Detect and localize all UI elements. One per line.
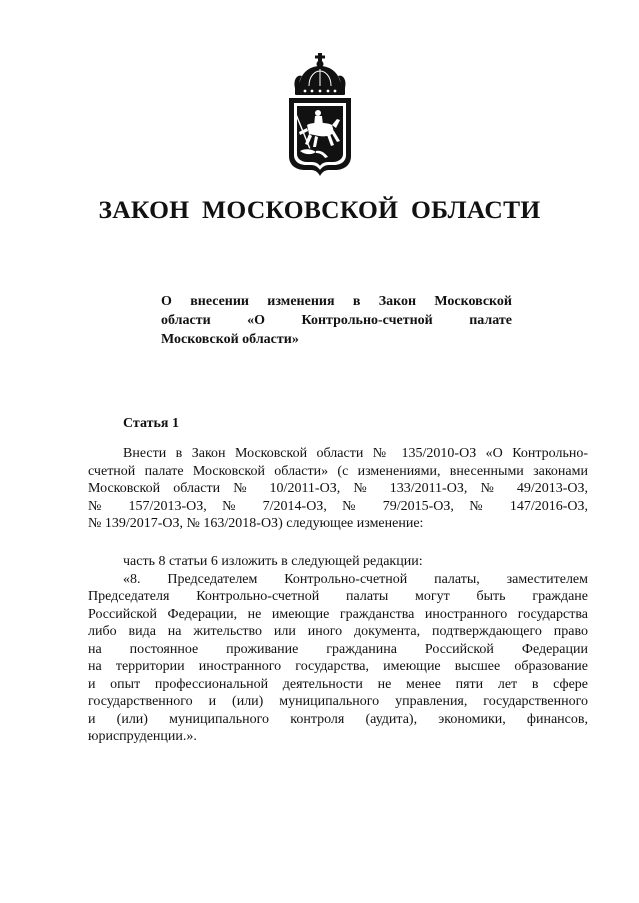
text-line: часть 8 статьи 6 изложить в следующей редакции: bbox=[123, 554, 423, 569]
text-line: № 157/2013-ОЗ, № 7/2014-ОЗ, № 79/2015-ОЗ, № 147/2016-ОЗ, bbox=[88, 498, 588, 514]
text-line: «8. Председателем Контрольно-счетной палаты, заместителем bbox=[123, 571, 588, 587]
text-line: на постоянное проживание гражданина Российской Федерации bbox=[88, 641, 588, 657]
text-line: Московской области № 10/2011-ОЗ, № 133/2011-ОЗ, № 49/2013-ОЗ, bbox=[88, 481, 588, 496]
text-line: Внести в Закон Московской области № 135/2010-ОЗ «О Контрольно- bbox=[123, 446, 588, 461]
article-heading: Статья 1 bbox=[123, 416, 179, 431]
coat-of-arms-icon bbox=[285, 52, 355, 177]
text-line: либо вида на жительство или иного документа, подтверждающего право bbox=[88, 624, 588, 639]
text-line: юриспруденции.». bbox=[88, 729, 197, 744]
text-line: Председателя Контрольно-счетной палаты могут быть граждане bbox=[88, 589, 588, 604]
law-subject bbox=[161, 292, 512, 349]
text-line: и (или) муниципального контроля (аудита), экономики, финансов, bbox=[88, 711, 588, 727]
subject-line: Московской области» bbox=[161, 332, 299, 347]
text-line: и опыт профессиональной деятельности не менее пяти лет в сфере bbox=[88, 676, 588, 692]
text-line: счетной палате Московской области» (с изменениями, внесенными законами bbox=[88, 463, 588, 479]
law-title: ЗАКОН МОСКОВСКОЙ ОБЛАСТИ bbox=[98, 195, 541, 224]
paragraph-amendment bbox=[88, 445, 588, 533]
shield-icon bbox=[289, 98, 351, 176]
paragraph-new-wording bbox=[88, 553, 588, 746]
text-line: на территории иностранного государства, имеющие высшее образование bbox=[88, 659, 588, 674]
text-line: государственного и (или) муниципального управления, государственного bbox=[88, 694, 588, 709]
text-line: № 139/2017-ОЗ, № 163/2018-ОЗ) следующее изменение: bbox=[88, 516, 424, 531]
subject-line: области «О Контрольно-счетной палате bbox=[161, 313, 512, 328]
subject-line: О внесении изменения в Закон Московской bbox=[161, 294, 512, 309]
text-line: Российской Федерации, не имеющие гражданства иностранного государства bbox=[88, 606, 588, 622]
